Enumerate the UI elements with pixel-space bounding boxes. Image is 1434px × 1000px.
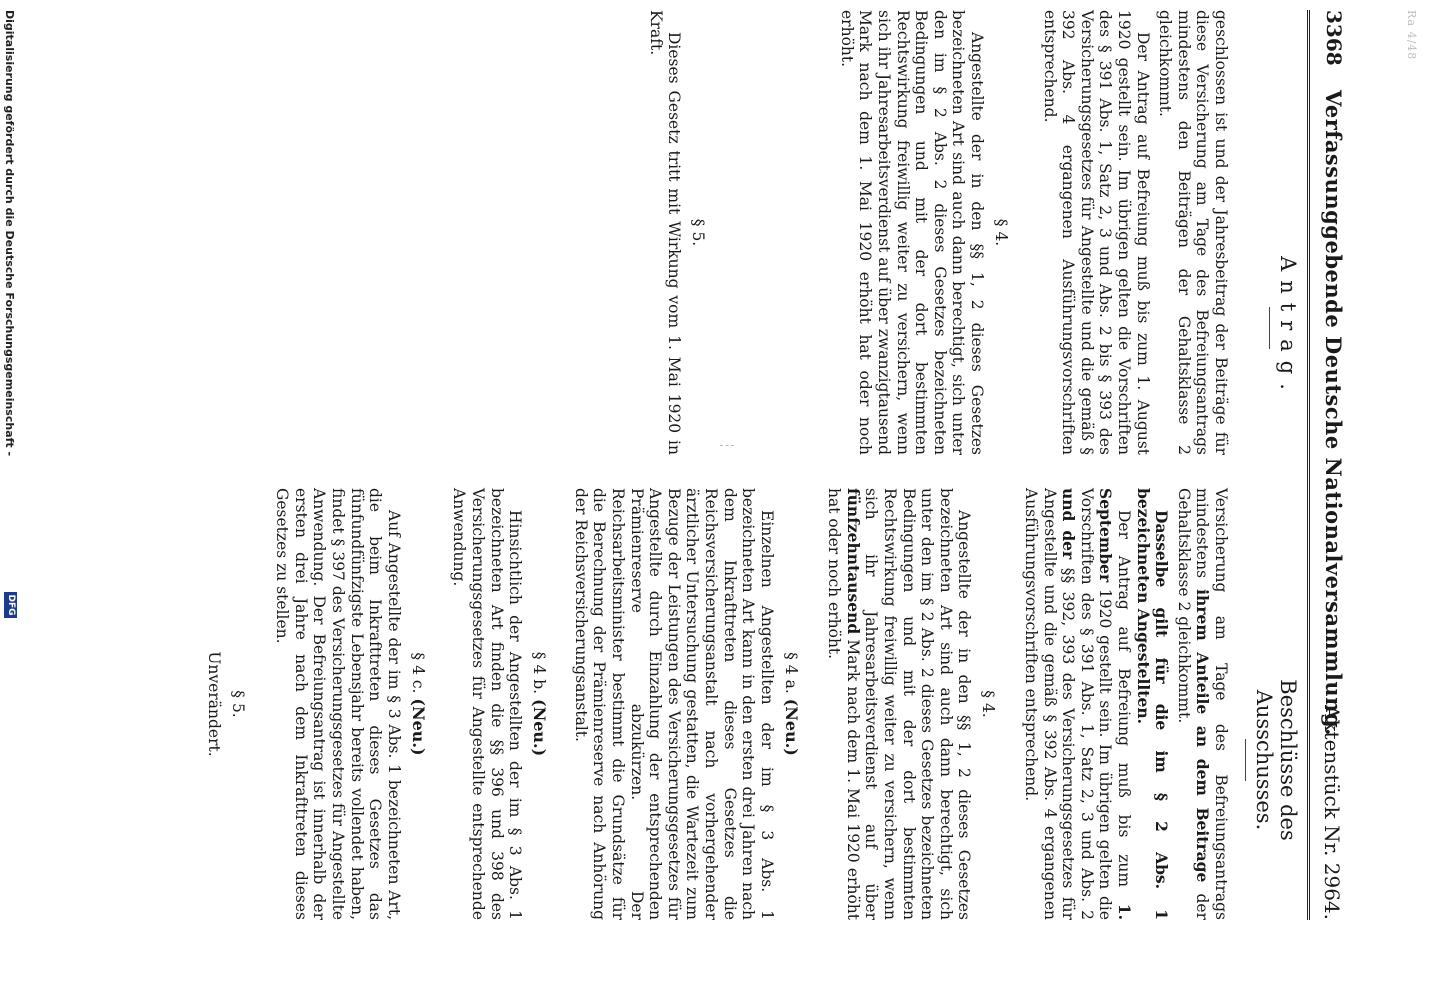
right-paragraph-8: Unverändert. bbox=[204, 651, 223, 757]
right-column-heading-block bbox=[1245, 620, 1300, 900]
heading-rule bbox=[1269, 307, 1270, 349]
column-divider-mark bbox=[720, 445, 734, 448]
left-paragraph-1: geschlossen ist und der Jahresbeitrag der Beiträge für diese Versicherung am Tage des Befreiungsantrags mindestens den Beiträgen der Gehaltsklasse 2 gleichkommt. bbox=[1156, 10, 1230, 455]
left-paragraph-3: Angestellte der in den §§ 1, 2 dieses Gesetzes bezeichneten Art sind auch dann berechtigt, sich unter den im § 2 Abs. 2 dieses Gesetzes bezeichneten Bedingungen und mit der dort bestimmten Rechtswirkung freiwillig weiter zu versichern, wenn sich ihr Jahresarbeitsverdienst auf über zwanzigtausend Mark nach dem 1. Mai 1920 erhöht hat oder noch erhöht. bbox=[837, 10, 987, 455]
document-reference: Aktenstück Nr. 2964. bbox=[1320, 704, 1344, 920]
document-title: Verfassunggebende Deutsche Nationalversammlung. bbox=[1321, 90, 1346, 736]
right-section-4c: § 4 c. (Neu.) bbox=[408, 652, 428, 756]
right-paragraph-7: Auf Angestellte der im § 3 Abs. 1 bezeichneten Art, die beim Inkrafttreten dieses Gesetzes das fünfundfünfzigste Lebensjahr bereits vollendet haben, findet § 397 des Versicherungsgesetzes für Angestellte Anwendung. Der Befreiungsantrag ist innerhalb der ersten drei Jahre nach dem Inkrafttreten dieses Gesetzes zu stellen. bbox=[273, 488, 403, 920]
right-section-4a: § 4 a. (Neu.) bbox=[781, 652, 801, 756]
right-paragraph-2: Dasselbe gilt für die im § 2 Abs. 1 bezeichneten Angestellten. bbox=[1133, 488, 1172, 920]
right-column-body bbox=[204, 488, 1230, 920]
left-paragraph-4: Dieses Gesetz tritt mit Wirkung vom 1. Mai 1920 in Kraft. bbox=[646, 10, 684, 455]
emphasis-und-der: und der bbox=[1059, 488, 1079, 560]
emphasis-fuenfzehntausend: fünfzehntausend bbox=[843, 488, 863, 635]
right-section-4b: § 4 b. (Neu.) bbox=[530, 651, 550, 757]
page-header bbox=[1307, 10, 1346, 920]
left-column-body bbox=[646, 10, 1230, 455]
footer-text: Digitalisierung gefördert durch die Deutsche Forschungsgemeinschaft - bbox=[3, 10, 16, 457]
left-column-heading: Antrag. bbox=[1276, 256, 1300, 399]
right-paragraph-1: Versicherung am Tage des Befreiungsantrags mindestens ihrem Anteile an dem Beitrage der Gehaltsklasse 2 gleichkommt. bbox=[1174, 488, 1230, 920]
page-number: 3368 bbox=[1322, 10, 1346, 66]
archive-stamp: Ra 4/48 bbox=[1405, 10, 1418, 61]
right-paragraph-4: Angestellte der in den §§ 1, 2 dieses Gesetzes bezeichneten Art sind auch dann berechtigt, sich unter den im § 2 Abs. 2 dieses Gesetzes bezeichneten Bedingungen und mit der dort bestimmten Rechtswirkung freiwillig weiter zu versichern, wenn sich ihr Jahresarbeitsverdienst auf über fünfzehntausend Mark nach dem 1. Mai 1920 erhöht hat oder noch erhöht. bbox=[825, 488, 974, 920]
left-section-5: § 5. bbox=[689, 218, 708, 247]
left-paragraph-2: Der Antrag auf Befreiung muß bis zum 1. August 1920 gestellt sein. Im übrigen gelten die Vorschriften des § 391 Abs. 1, Satz 2, 3 und Abs. 2 bis § 393 des Versicherungsgesetzes für Angestellte und die gemäß § 392 Abs. 4 ergangenen Ausführungsvorschriften entsprechend. bbox=[1040, 10, 1152, 455]
dfg-logo: DFG bbox=[4, 592, 17, 618]
right-paragraph-3: Der Antrag auf Befreiung muß bis zum 1. September 1920 gestellt sein. Im übrigen gelten die Vorschriften des § 391 Abs. 1, Satz 2, 3 und Abs. 2 und der §§ 392, 393 des Versicherungsgesetzes für Angestellte und die gemäß § 392 Abs. 4 ergangenen Ausführungsvorschriften entsprechend. bbox=[1022, 488, 1135, 920]
heading-rule bbox=[1245, 739, 1246, 781]
right-section-4: § 4. bbox=[979, 690, 998, 718]
digitization-footer bbox=[0, 0, 18, 1000]
right-section-5: § 5. bbox=[228, 690, 247, 718]
emphasis-september: 1. September bbox=[1096, 488, 1135, 920]
left-section-4: § 4. bbox=[992, 218, 1011, 247]
right-column-heading: Beschlüsse des Ausschusses. bbox=[1252, 679, 1300, 841]
right-paragraph-6: Hinsichtlich der Angestellten der im § 3 Abs. 1 bezeichneten Art finden die §§ 396 und 398 des Versicherungsgesetzes für Angestellte entsprechende Anwendung. bbox=[450, 488, 525, 920]
right-paragraph-5: Einzelnen Angestellten der im § 3 Abs. 1 bezeichneten Art kann in den ersten drei Jahren nach dem Inkrafttreten dieses Gesetzes die Reichsversicherungsanstalt nach vorhergehender ärztlicher Untersuchung gestatten, die Wartezeit zum Bezuge der Leistungen des Versicherungsgesetzes für Angestellte durch Einzahlung der entsprechenden Prämienreserve abzukürzen. Der Reichsarbeitsminister bestimmt die Grundsätze für die Berechnung der Prämienreserve nach Anhörung der Reichsversicherungsanstalt. bbox=[571, 488, 776, 920]
left-column-heading-block bbox=[1269, 210, 1300, 445]
emphasis-anteile: ihrem Anteile an dem Beitrage bbox=[1193, 589, 1213, 883]
